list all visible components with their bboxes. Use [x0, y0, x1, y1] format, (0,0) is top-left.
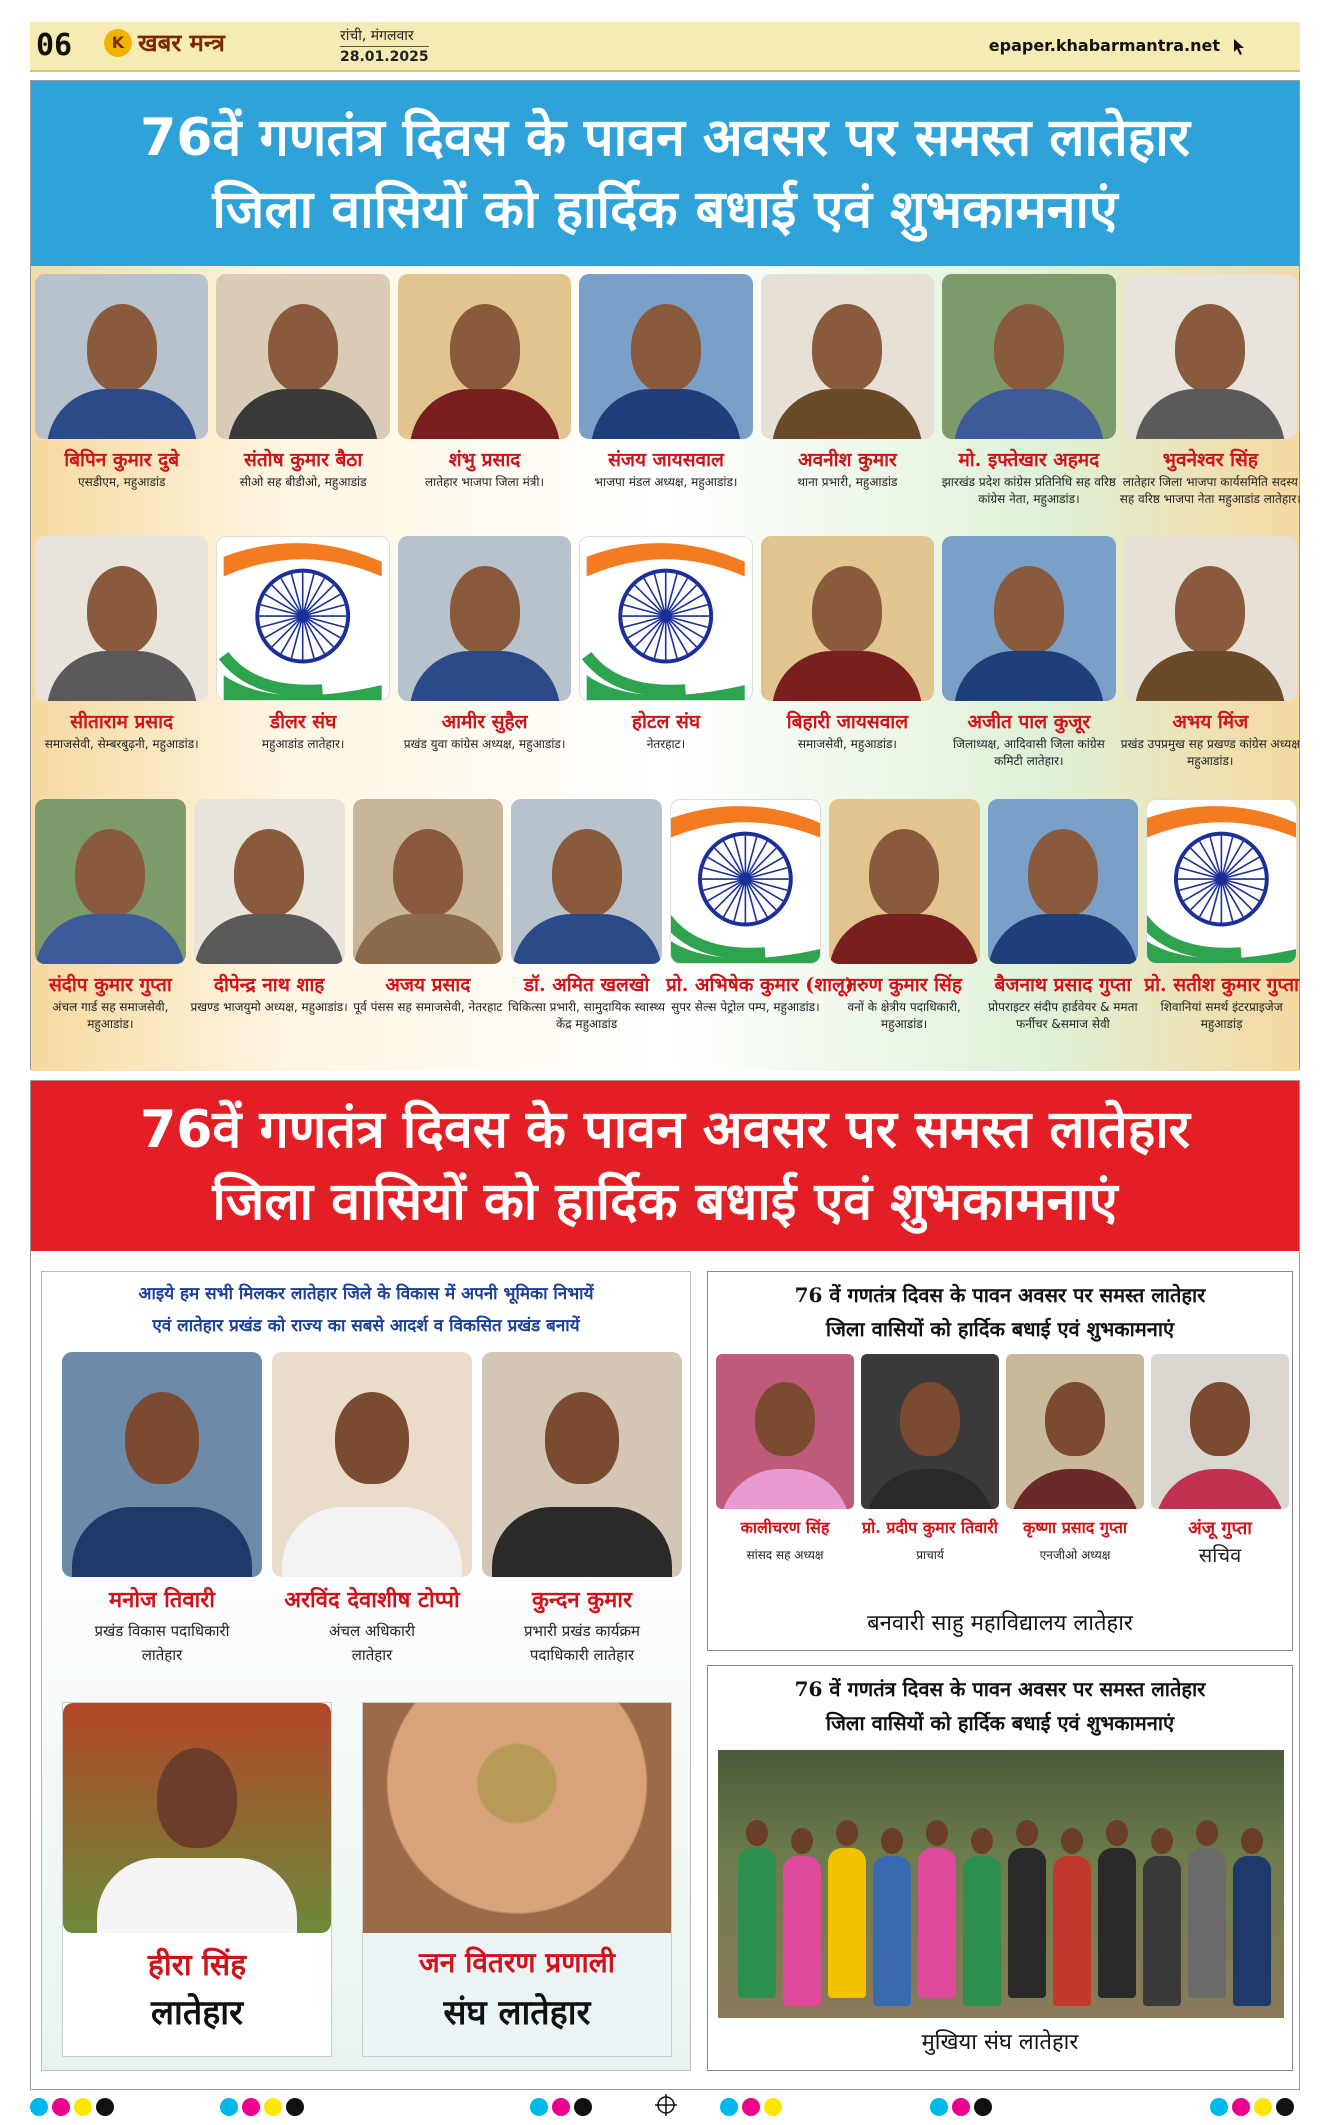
- college-person-designation: एनजीओ अध्यक्ष: [1039, 1548, 1111, 1562]
- portrait-photo: [761, 274, 934, 439]
- person-designation: सीओ सह बीडीओ, महुआडांड: [239, 475, 367, 489]
- college-name: बनवारी साहु महाविद्यालय लातेहार: [867, 1611, 1133, 1636]
- person-designation: अंचल गार्ड सह समाजसेवी, महुआडांड।: [52, 1000, 169, 1031]
- person-name: मो. इफ्तेखार अहमद: [958, 449, 1100, 471]
- official-name: अरविंद देवाशीष टोप्पो: [284, 1587, 460, 1613]
- person-card: [579, 274, 752, 524]
- card-sub: लातेहार: [150, 1993, 243, 2033]
- group-member-figure: [873, 1828, 911, 2008]
- group-member-figure: [963, 1828, 1001, 2008]
- group-member-figure: [918, 1820, 956, 2000]
- hira-singh-photo: [63, 1703, 331, 1933]
- ashoka-chakra-flag-icon: [1146, 799, 1297, 964]
- portrait-photo: [398, 536, 571, 701]
- person-name: बिहारी जायसवाल: [786, 711, 909, 733]
- portrait-photo: [194, 799, 345, 964]
- group-photo: [718, 1750, 1284, 2018]
- person-card: [35, 799, 186, 1049]
- portrait-photo: [353, 799, 504, 964]
- group-member-figure: [738, 1820, 776, 2000]
- person-card: [216, 274, 389, 524]
- card-sub: संघ लातेहार: [443, 1993, 591, 2033]
- portrait-photo: [511, 799, 662, 964]
- organisation-card: [666, 799, 854, 1049]
- person-card: [35, 536, 208, 786]
- official-designation: अंचल अधिकारी: [329, 1622, 415, 1640]
- hira-singh-card: [62, 1702, 332, 2057]
- group-member-figure: [828, 1820, 866, 2000]
- block-college-ad: [707, 1271, 1293, 1651]
- official-photo: [62, 1352, 262, 1577]
- heading-line-1: 76 वें गणतंत्र दिवस के पावन अवसर पर समस्त लातेहार: [794, 1283, 1206, 1307]
- group-member-figure: [1053, 1828, 1091, 2008]
- college-person-name: अंजू गुप्ता: [1188, 1518, 1252, 1539]
- person-name: अजीत पाल कुजूर: [967, 711, 1091, 733]
- person-name: अभय मिंज: [1172, 711, 1249, 733]
- portrait-photo: [216, 274, 389, 439]
- group-member-figure: [1098, 1820, 1136, 2000]
- portrait-photo: [761, 536, 934, 701]
- organisation-card: [216, 536, 389, 786]
- official-location: लातेहार: [141, 1646, 183, 1664]
- person-name: प्रो. अभिषेक कुमार (शालू): [666, 974, 854, 996]
- person-card: [1120, 536, 1300, 786]
- person-name: होटल संघ: [631, 711, 701, 733]
- person-card: [988, 799, 1139, 1049]
- person-designation: भाजपा मंडल अध्यक्ष, महुआडांड।: [594, 475, 738, 489]
- epaper-link[interactable]: epaper.khabarmantra.net: [988, 36, 1220, 55]
- person-name: दीपेन्द्र नाथ शाह: [213, 974, 325, 996]
- person-name: संजय जायसवाल: [608, 449, 724, 471]
- person-designation: महुआडांड लातेहार।: [261, 737, 345, 751]
- portrait-photo: [398, 274, 571, 439]
- person-card: [398, 536, 571, 786]
- official-location: पदाधिकारी लातेहार: [529, 1646, 635, 1664]
- person-designation: लातेहार भाजपा जिला मंत्री।: [425, 475, 545, 489]
- officials-ad-heading: [42, 1278, 690, 1342]
- person-name: अजय प्रसाद: [385, 974, 471, 996]
- college-person-card: [1006, 1354, 1144, 1594]
- person-designation: शिवानियां समर्थ इंटरप्राइजेज महुआडांड़: [1160, 1000, 1283, 1031]
- person-card: [508, 799, 666, 1049]
- group-member-figure: [1008, 1820, 1046, 2000]
- college-person-designation: सचिव: [1198, 1543, 1242, 1567]
- portrait-photo: [579, 274, 752, 439]
- official-card: [482, 1352, 682, 1682]
- college-person-designation: सांसद सह अध्यक्ष: [746, 1548, 824, 1562]
- person-name: सीताराम प्रसाद: [70, 711, 174, 733]
- college-person-card: [716, 1354, 854, 1594]
- college-person-name: प्रो. प्रदीप कुमार तिवारी: [862, 1518, 998, 1537]
- block-mukhiya-union-ad: [707, 1665, 1293, 2071]
- ashoka-chakra-flag-icon: [216, 536, 389, 701]
- heading-line-1: आइये हम सभी मिलकर लातेहार जिले के विकास में अपनी भूमिका निभायें: [138, 1284, 594, 1304]
- heading-line-2: जिला वासियों को हार्दिक बधाई एवं शुभकामनाएं: [825, 1711, 1175, 1735]
- banner-line-1: 76वें गणतंत्र दिवस के पावन अवसर पर समस्त लातेहार: [140, 107, 1190, 168]
- person-designation: सुपर सेल्स पेट्रोल पम्प, महुआडांड।: [671, 1000, 820, 1014]
- person-name: भुवनेश्वर सिंह: [1162, 449, 1258, 471]
- group-member-figure: [783, 1828, 821, 2008]
- person-designation: प्रखण्ड भाजयुमो अध्यक्ष, महुआडांड।: [190, 1000, 348, 1014]
- portrait-photo: [1124, 274, 1297, 439]
- official-designation: प्रखंड विकास पदाधिकारी: [94, 1622, 230, 1640]
- portrait-photo: [35, 799, 186, 964]
- official-location: लातेहार: [351, 1646, 393, 1664]
- issue-date: 28.01.2025: [340, 46, 429, 67]
- logo-mark-icon: K: [104, 29, 132, 57]
- college-person-photo: [1151, 1354, 1289, 1509]
- block-officials-ad: [41, 1271, 691, 2071]
- person-card: [942, 536, 1115, 786]
- masthead: [30, 22, 1300, 72]
- person-name: बैजनाथ प्रसाद गुप्ता: [994, 974, 1132, 996]
- portrait-photo: [829, 799, 980, 964]
- group-member-figure: [1143, 1828, 1181, 2008]
- college-person-photo: [716, 1354, 854, 1509]
- grain-in-hands-image: [363, 1703, 671, 1933]
- official-name: कुन्दन कुमार: [532, 1587, 632, 1613]
- person-card: [1119, 274, 1301, 524]
- person-designation: नेतरहाट।: [646, 737, 686, 751]
- person-card: [35, 274, 208, 524]
- paper-name: खबर मन्त्र: [138, 29, 225, 57]
- portrait-photo: [988, 799, 1139, 964]
- college-person-name: कृष्णा प्रसाद गुप्ता: [1022, 1518, 1128, 1537]
- print-registration-marks: [30, 2094, 1300, 2120]
- portrait-photo: [942, 536, 1115, 701]
- official-name: मनोज तिवारी: [109, 1587, 215, 1613]
- official-photo: [482, 1352, 682, 1577]
- person-card: [398, 274, 571, 524]
- banner-line-2: जिला वासियों को हार्दिक बधाई एवं शुभकामनाएं: [212, 1172, 1118, 1232]
- ashoka-chakra-flag-icon: [579, 536, 752, 701]
- person-name: अवनीश कुमार: [798, 449, 897, 471]
- person-designation: प्रखंड उपप्रमुख सह प्रखण्ड कांग्रेस अध्यक्ष महुआडांड।: [1120, 737, 1300, 768]
- official-photo: [272, 1352, 472, 1577]
- person-designation: एसडीएम, महुआडांड: [77, 475, 166, 489]
- person-designation: थाना प्रभारी, महुआडांड: [797, 475, 898, 489]
- ashoka-chakra-flag-icon: [670, 799, 821, 964]
- card-name: जन वितरण प्रणाली: [419, 1946, 615, 1979]
- person-designation: पूर्व पंसस सह समाजसेवी, नेतरहाट: [353, 1000, 503, 1014]
- people-grid: [31, 266, 1299, 1071]
- portrait-photo: [942, 274, 1115, 439]
- dateline: [340, 26, 429, 67]
- portrait-photo: [35, 536, 208, 701]
- person-card: [942, 274, 1115, 524]
- person-card: [829, 799, 980, 1049]
- portrait-photo: [1124, 536, 1297, 701]
- person-designation: जिलाध्यक्ष, आदिवासी जिला कांग्रेस कमिटी लातेहार।: [952, 737, 1105, 768]
- official-designation: प्रभारी प्रखंड कार्यक्रम: [524, 1622, 640, 1640]
- banner-line-2: जिला वासियों को हार्दिक बधाई एवं शुभकामनाएं: [212, 179, 1118, 240]
- person-name: डीलर संघ: [269, 711, 337, 733]
- card-name: हीरा सिंह: [147, 1948, 247, 1983]
- college-ad-heading: [708, 1278, 1292, 1346]
- college-person-photo: [861, 1354, 999, 1509]
- person-name: संतोष कुमार बैठा: [244, 449, 363, 471]
- organisation-card: [579, 536, 752, 786]
- city-day: रांची, मंगलवार: [340, 28, 414, 44]
- union-name: मुखिया संघ लातेहार: [921, 2030, 1079, 2055]
- heading-line-2: जिला वासियों को हार्दिक बधाई एवं शुभकामनाएं: [825, 1317, 1175, 1341]
- person-card: [761, 536, 934, 786]
- person-name: आमीर सुहैल: [441, 711, 528, 733]
- greetings-section-1: [30, 80, 1300, 1070]
- person-name: बिपिन कुमार दुबे: [64, 449, 180, 471]
- group-member-figure: [1188, 1820, 1226, 2000]
- person-designation: चिकित्सा प्रभारी, सामुदायिक स्वास्थ्य केंद्र महुआडांड: [508, 1000, 666, 1031]
- college-person-name: कालीचरण सिंह: [740, 1518, 830, 1537]
- red-greeting-banner: [31, 1081, 1299, 1251]
- organisation-card: [1146, 799, 1297, 1049]
- mukhiya-ad-heading: [708, 1672, 1292, 1740]
- person-designation: वनों के क्षेत्रीय पदाधिकारी, महुआडांड।: [847, 1000, 961, 1031]
- greetings-section-2: [30, 1080, 1300, 2090]
- person-card: [761, 274, 934, 524]
- person-name: तरुण कुमार सिंह: [846, 974, 962, 996]
- person-designation: प्रखंड युवा कांग्रेस अध्यक्ष, महुआडांड।: [403, 737, 566, 751]
- person-designation: समाजसेवी, सेम्बरबुढ़नी, महुआडांड।: [44, 737, 199, 751]
- heading-line-2: एवं लातेहार प्रखंड को राज्य का सबसे आदर्श व विकसित प्रखंड बनायें: [152, 1316, 580, 1336]
- banner-line-1: 76वें गणतंत्र दिवस के पावन अवसर पर समस्त लातेहार: [140, 1100, 1190, 1160]
- person-designation: समाजसेवी, महुआडांड।: [797, 737, 897, 751]
- person-name: डॉ. अमित खलखो: [523, 974, 650, 996]
- person-name: प्रो. सतीश कुमार गुप्ता: [1144, 974, 1299, 996]
- college-person-photo: [1006, 1354, 1144, 1509]
- paper-logo: [104, 26, 225, 59]
- pds-union-card: [362, 1702, 672, 2057]
- person-designation: झारखंड प्रदेश कांग्रेस प्रतिनिधि सह वरिष्ठ कांग्रेस नेता, महुआडांड।: [941, 475, 1116, 506]
- portrait-photo: [35, 274, 208, 439]
- college-person-designation: प्राचार्य: [916, 1548, 944, 1562]
- crosshair-icon: [655, 2094, 677, 2116]
- person-card: [353, 799, 504, 1049]
- person-designation: लातेहार जिला भाजपा कार्यसमिति सदस्य सह वरिष्ठ भाजपा नेता महुआडांड लातेहार।: [1119, 475, 1301, 506]
- person-name: शंभु प्रसाद: [448, 449, 521, 471]
- group-member-figure: [1233, 1828, 1271, 2008]
- college-person-card: [861, 1354, 999, 1594]
- blue-greeting-banner: [31, 81, 1299, 266]
- heading-line-1: 76 वें गणतंत्र दिवस के पावन अवसर पर समस्त लातेहार: [794, 1677, 1206, 1701]
- cursor-icon: [1232, 38, 1250, 56]
- page-number: 06: [36, 28, 73, 63]
- person-card: [190, 799, 348, 1049]
- official-card: [272, 1352, 472, 1682]
- person-designation: प्रोपराइटर संदीप हार्डवेयर & ममता फर्नीचर &समाज सेवी: [988, 1000, 1138, 1031]
- person-name: संदीप कुमार गुप्ता: [48, 974, 172, 996]
- official-card: [62, 1352, 262, 1682]
- college-person-card: [1151, 1354, 1289, 1594]
